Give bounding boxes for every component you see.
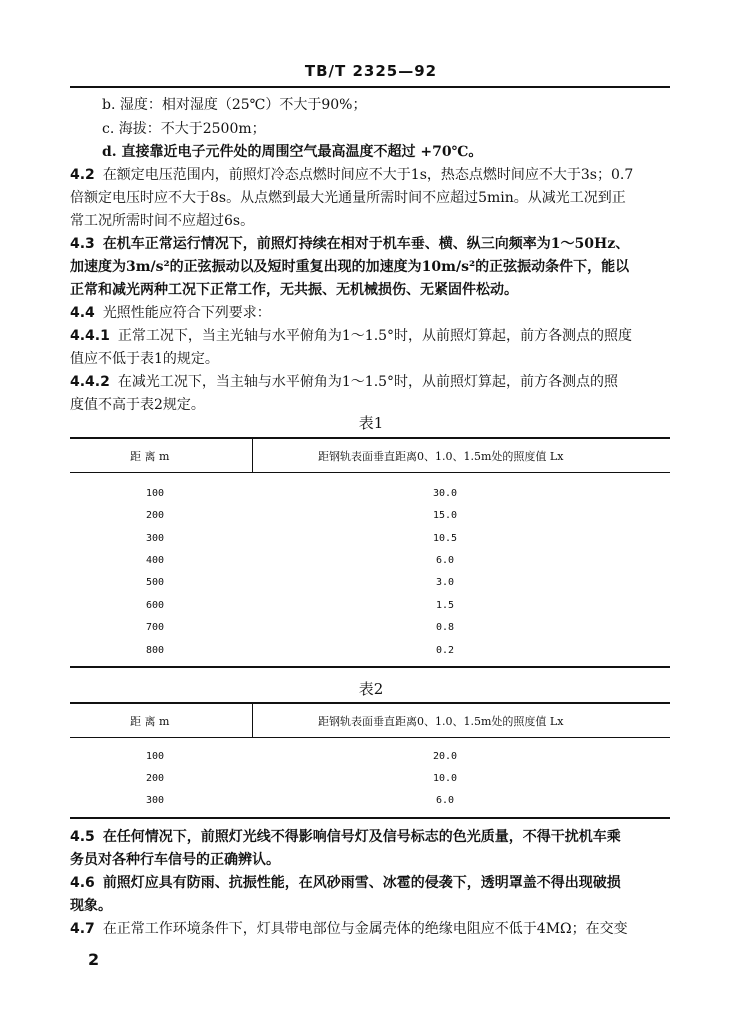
clause-4-4	[70, 302, 670, 324]
table-2-cell-distance: 100	[145, 751, 165, 762]
clause-text: 在机车正常运行情况下，前照灯持续在相对于机车垂、横、纵三向频率为1～50Hz、	[102, 236, 630, 252]
clause-4-3-line-1	[70, 233, 670, 255]
table-1-header-rule	[70, 472, 670, 473]
table-1-header-illuminance: 距钢轨表面垂直距离0、1.0、1.5m处的照度值 Lx	[318, 450, 564, 463]
table-1-cell-distance: 100	[145, 488, 165, 499]
item-b: b. 湿度：相对湿度（25℃）不大于90%；	[102, 97, 367, 113]
clause-text: 在正常工作环境条件下，灯具带电部位与金属壳体的绝缘电阻应不低于4MΩ；在交变	[102, 921, 628, 937]
clause-4-3-line-2: 加速度为3m/s²的正弦振动以及短时重复出现的加速度为10m/s²的正弦振动条件下，能以	[70, 259, 630, 275]
clause-4-7-line-1	[70, 918, 670, 940]
table-1-cell-distance: 200	[145, 510, 165, 521]
clause-4-4-1-line-2: 值应不低于表1的规定。	[70, 351, 219, 367]
table-1-bottom-rule	[70, 666, 670, 668]
table-2-header-rule	[70, 737, 670, 738]
clause-text: 正常工况下，当主光轴与水平俯角为1～1.5°时，从前照灯算起，前方各测点的照度	[117, 328, 633, 344]
table-2-bottom-rule	[70, 817, 670, 819]
table-2-header-divider	[252, 703, 253, 737]
clause-4-5-line-1	[70, 826, 670, 848]
clause-4-4-2-line-2: 度值不高于表2规定。	[70, 397, 205, 413]
table-1-header-divider	[252, 438, 253, 472]
clause-number: 4.4	[70, 305, 95, 321]
clause-4-6-line-2: 现象。	[70, 898, 112, 914]
table-1-cell-distance: 700	[145, 622, 165, 633]
table-1-cell-distance: 400	[145, 555, 165, 566]
table-1-cell-lux: 10.5	[432, 533, 458, 544]
table-1-top-rule	[70, 437, 670, 439]
clause-4-2-line-3: 常工况所需时间不应超过6s。	[70, 213, 255, 229]
table-2-caption: 表2	[358, 680, 384, 698]
clause-number: 4.6	[70, 875, 95, 891]
table-2-cell-distance: 200	[145, 773, 165, 784]
clause-text: 光照性能应符合下列要求：	[102, 305, 271, 321]
clause-number: 4.3	[70, 236, 95, 252]
clause-number: 4.7	[70, 921, 95, 937]
clause-4-2-line-2: 倍额定电压时应不大于8s。从点燃到最大光通量所需时间不应超过5min。从减光工况到正	[70, 190, 626, 206]
clause-number: 4.4.1	[70, 328, 110, 344]
table-2-header-distance: 距 离 m	[130, 715, 170, 728]
table-1-cell-lux: 15.0	[432, 510, 458, 521]
clause-number: 4.5	[70, 829, 95, 845]
clause-4-6-line-1	[70, 872, 670, 894]
clause-4-3-line-3: 正常和减光两种工况下正常工作，无共振、无机械损伤、无紧固件松动。	[70, 282, 518, 298]
table-1-cell-lux: 0.8	[435, 622, 455, 633]
table-1-cell-lux: 1.5	[435, 600, 455, 611]
clause-text: 前照灯应具有防雨、抗振性能，在风砂雨雪、冰雹的侵袭下，透明罩盖不得出现破损	[102, 875, 621, 891]
table-1-cell-lux: 6.0	[435, 555, 455, 566]
table-1-cell-distance: 300	[145, 533, 165, 544]
clause-number: 4.2	[70, 167, 95, 183]
table-1-cell-lux: 30.0	[432, 488, 458, 499]
item-c: c. 海拔：不大于2500m；	[102, 121, 266, 137]
table-1-header-distance: 距 离 m	[130, 450, 170, 463]
table-2-header-illuminance: 距钢轨表面垂直距离0、1.0、1.5m处的照度值 Lx	[318, 715, 564, 728]
table-1-caption: 表1	[358, 414, 384, 432]
clause-text: 在减光工况下，当主轴与水平俯角为1～1.5°时，从前照灯算起，前方各测点的照	[117, 374, 619, 390]
page-number: 2	[88, 950, 100, 969]
clause-text: 在任何情况下，前照灯光线不得影响信号灯及信号标志的色光质量，不得干扰机车乘	[102, 829, 621, 845]
table-2-cell-lux: 20.0	[432, 751, 458, 762]
clause-4-4-2-line-1	[70, 371, 670, 393]
table-1-cell-lux: 0.2	[435, 645, 455, 656]
clause-4-2-line-1	[70, 164, 670, 186]
item-d: d. 直接靠近电子元件处的周围空气最高温度不超过 +70℃。	[102, 144, 483, 160]
clause-4-4-1-line-1	[70, 325, 670, 347]
table-2-top-rule	[70, 702, 670, 704]
clause-4-5-line-2: 务员对各种行车信号的正确辨认。	[70, 852, 280, 868]
clause-text: 在额定电压范围内，前照灯冷态点燃时间应不大于1s，热态点燃时间应不大于3s；0.7	[102, 167, 634, 183]
table-2-cell-lux: 10.0	[432, 773, 458, 784]
table-2-cell-distance: 300	[145, 795, 165, 806]
clause-number: 4.4.2	[70, 374, 110, 390]
table-2-cell-lux: 6.0	[435, 795, 455, 806]
standard-code-header: TB/T 2325—92	[304, 62, 438, 80]
table-1-cell-lux: 3.0	[435, 577, 455, 588]
header-rule	[70, 86, 670, 88]
table-1-cell-distance: 800	[145, 645, 165, 656]
table-1-cell-distance: 500	[145, 577, 165, 588]
table-1-cell-distance: 600	[145, 600, 165, 611]
